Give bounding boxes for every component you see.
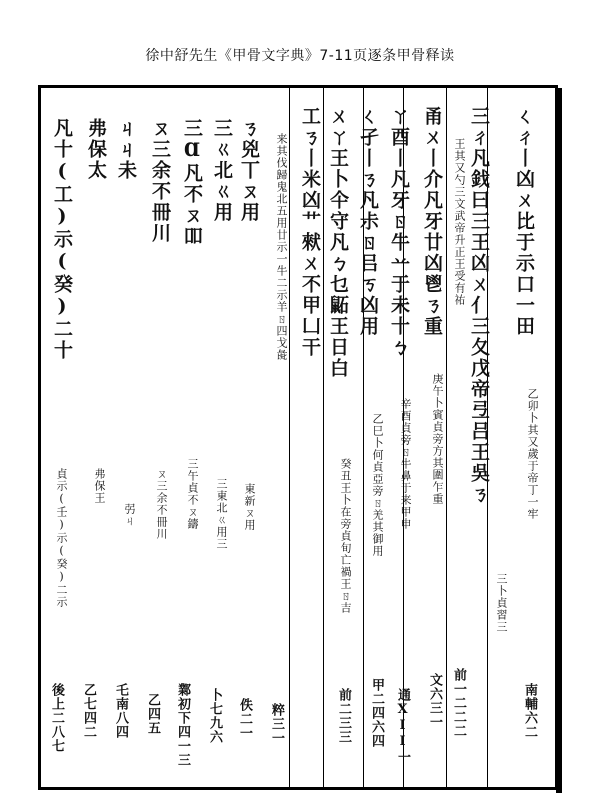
source-reference: 通XII一 xyxy=(395,688,410,764)
oracle-glyph-line: 三ㄔ凡鈛曰三王凶ㄨ亻三夂戊帝弖吕王吳ㄋ xyxy=(468,106,490,505)
column-divider xyxy=(289,88,290,787)
transcription-line: 来其伐歸鬼北五用廿示一牛二示羊ㄖ四戈彘 xyxy=(275,133,288,361)
source-reference: 粹三一 xyxy=(269,703,284,745)
oracle-glyph-line: 三ㄍ北ㄍ用 xyxy=(211,118,233,223)
source-reference: 前一二二二 xyxy=(451,668,466,738)
transcription-line: 東新ㄡ用 xyxy=(243,483,256,531)
transcription-line: 三東北ㄍ用三 xyxy=(215,478,228,550)
transcription-line: 乙卯卜其又歲于帝丁一牢 xyxy=(526,388,539,520)
source-reference: 南輔六二 xyxy=(522,683,537,739)
oracle-glyph-line: 凡十(工)示(癸)二十 xyxy=(51,118,73,361)
oracle-glyph-line: ㄚ酉丨凡牙ㄖ牛䒑于未十ㄅ xyxy=(388,106,410,358)
transcription-line: 三卜貞習三 xyxy=(495,573,508,633)
oracle-glyph-line: 甬ㄨ丨介凡牙廿凶鬯ㄋ重 xyxy=(421,106,443,337)
source-reference: 前二三三 xyxy=(336,688,351,744)
source-reference: 文六三一 xyxy=(427,673,442,729)
source-reference: 乇南八四 xyxy=(113,683,128,739)
oracle-glyph-line: ㄐㄐ未 xyxy=(115,118,137,181)
transcription-line: 三午貞不ㄡ鑄 xyxy=(186,458,199,530)
transcription-line: ㄡ三余不冊川 xyxy=(155,468,168,540)
transcription-line: 王其又勺三文武帝升正王受有祐 xyxy=(453,138,466,306)
source-reference: 甲二四六四 xyxy=(369,678,384,748)
page-title: 徐中舒先生《甲骨文字典》7-11页逐条甲骨释读 xyxy=(145,48,455,64)
oracle-glyph-line: 弗保太 xyxy=(85,118,107,181)
source-reference: 後上二八七 xyxy=(49,683,64,753)
transcription-line: 癸丑王卜在旁貞旬亡禍王ㄖ吉 xyxy=(339,458,352,614)
source-reference: 鄴初下四一三 xyxy=(175,683,190,767)
transcription-line: 貞示(壬)示(癸)二示 xyxy=(55,468,68,608)
oracle-glyph-line: ㄑ孑丨ㄋ凡尗ㄖ㠯ㄎ凶用 xyxy=(357,106,379,337)
transcription-line: 弜ㄐ xyxy=(123,503,136,527)
source-reference: 佚二一 xyxy=(237,698,252,740)
column-divider xyxy=(446,88,447,787)
transcription-line: 庚午卜賓貞旁方其圍乍重 xyxy=(431,373,444,505)
source-reference: 乙四五 xyxy=(145,693,160,735)
transcription-line: 乙巳卜何貞亞旁ㄖ羌其御用 xyxy=(371,413,384,557)
oracle-glyph-line: ㄋ兇丅ㄡ用 xyxy=(238,118,260,223)
source-reference: 乙七四二 xyxy=(81,683,96,739)
transcription-line: 辛酉貞旁ㄖ牛鼻于来甲申 xyxy=(399,398,412,530)
oracle-glyph-line: 三Ɑ凡不ㄡ吅 xyxy=(181,118,203,247)
oracle-glyph-line: 工ㄋ丨米凶艹猌ㄨ不甲凵干 xyxy=(299,106,321,358)
oracle-glyph-line: ㄑㄔ丨凶ㄨ比于示口一田 xyxy=(513,106,535,337)
source-reference: 卜七九六 xyxy=(207,688,222,744)
transcription-line: 弗保王 xyxy=(93,468,106,504)
oracle-glyph-line: ㄡ三余不冊川 xyxy=(149,118,171,244)
frame-shadow xyxy=(556,88,562,793)
text-frame xyxy=(38,85,558,790)
oracle-glyph-line: ㄨㄚ王卜仐守凡ㄅ乜鼫王日白 xyxy=(327,106,349,379)
